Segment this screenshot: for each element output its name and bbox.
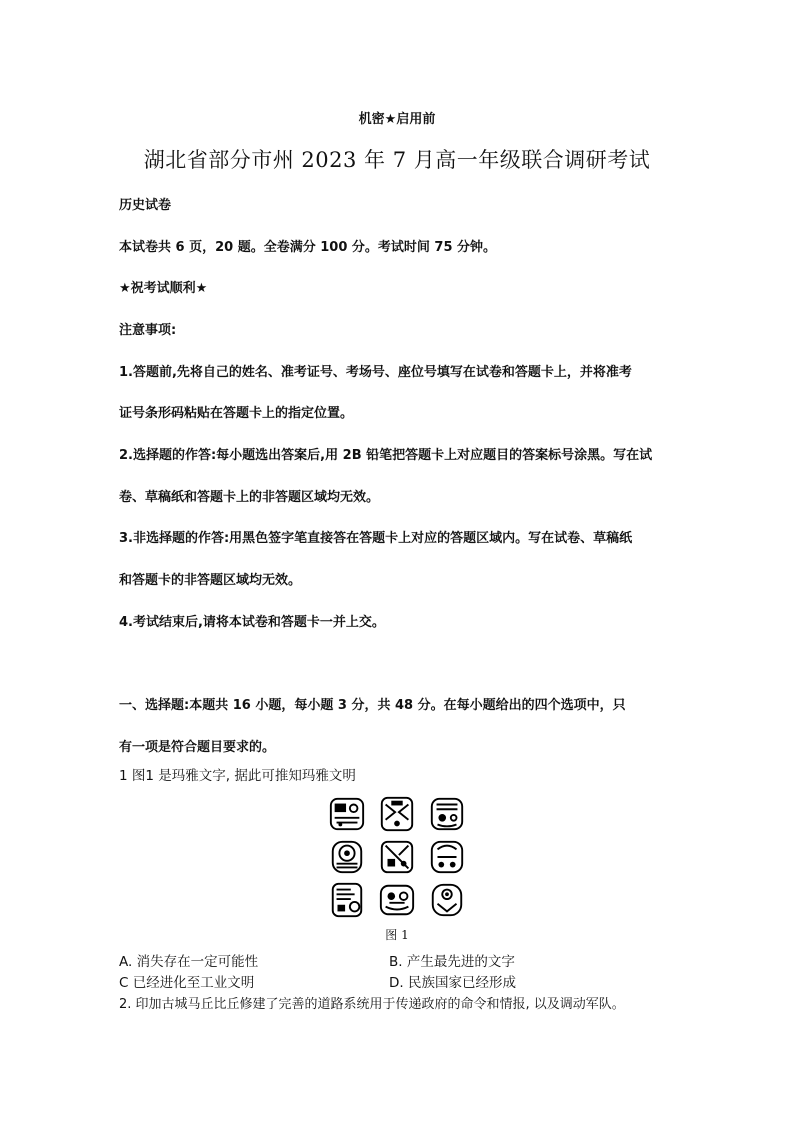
section-heading-cont: 有一项是符合题目要求的。 xyxy=(119,740,276,755)
notice-heading: 注意事项: xyxy=(119,323,177,338)
maya-glyph-icon xyxy=(378,881,416,919)
option-c: C 已经进化至工业文明 xyxy=(119,975,255,991)
exam-title: 湖北省部分市州 2023 年 7 月高一年级联合调研考试 xyxy=(143,148,651,172)
good-luck-wish: ★祝考试顺利★ xyxy=(119,281,208,296)
notice-line: 3.非选择题的作答:用黑色签字笔直接答在答题卡上对应的答题区域内。写在试卷、草稿纸 xyxy=(119,531,633,546)
option-b: B. 产生最先进的文字 xyxy=(389,954,515,970)
maya-glyph-icon xyxy=(328,795,366,833)
notice-line: 卷、草稿纸和答题卡上的非答题区域均无效。 xyxy=(119,490,380,505)
notice-line: 1.答题前,先将自己的姓名、准考证号、考场号、座位号填写在试卷和答题卡上，并将准考 xyxy=(119,365,632,380)
maya-glyph-icon xyxy=(328,838,366,876)
maya-glyph-icon xyxy=(428,795,466,833)
notice-line: 4.考试结束后,请将本试卷和答题卡一并上交。 xyxy=(119,615,385,630)
option-d: D. 民族国家已经形成 xyxy=(389,975,516,991)
maya-glyph-icon xyxy=(428,881,466,919)
notice-line: 2.选择题的作答:每小题选出答案后,用 2B 铅笔把答题卡上对应题目的答案标号涂黑。写在试 xyxy=(119,448,653,463)
option-a: A. 消失存在一定可能性 xyxy=(119,954,259,970)
maya-glyph-icon xyxy=(378,838,416,876)
figure-caption: 图 1 xyxy=(385,928,409,942)
notice-line: 和答题卡的非答题区域均无效。 xyxy=(119,573,302,588)
question-1-stem: 1 图1 是玛雅文字, 据此可推知玛雅文明 xyxy=(119,768,356,784)
maya-glyph-icon xyxy=(428,838,466,876)
question-2-stem: 2. 印加古城马丘比丘修建了完善的道路系统用于传递政府的命令和情报, 以及调动军队。 xyxy=(119,997,625,1012)
subject-label: 历史试卷 xyxy=(119,198,172,213)
maya-glyph-icon xyxy=(328,881,366,919)
section-heading: 一、选择题:本题共 16 小题，每小题 3 分，共 48 分。在每小题给出的四个选项中，只 xyxy=(119,698,626,713)
exam-info: 本试卷共 6 页，20 题。全卷满分 100 分。考试时间 75 分钟。 xyxy=(119,240,497,255)
maya-glyph-figure xyxy=(328,795,468,919)
maya-glyph-icon xyxy=(378,795,416,833)
notice-line: 证号条形码粘贴在答题卡上的指定位置。 xyxy=(119,406,354,421)
confidential-label: 机密★启用前 xyxy=(358,112,436,127)
